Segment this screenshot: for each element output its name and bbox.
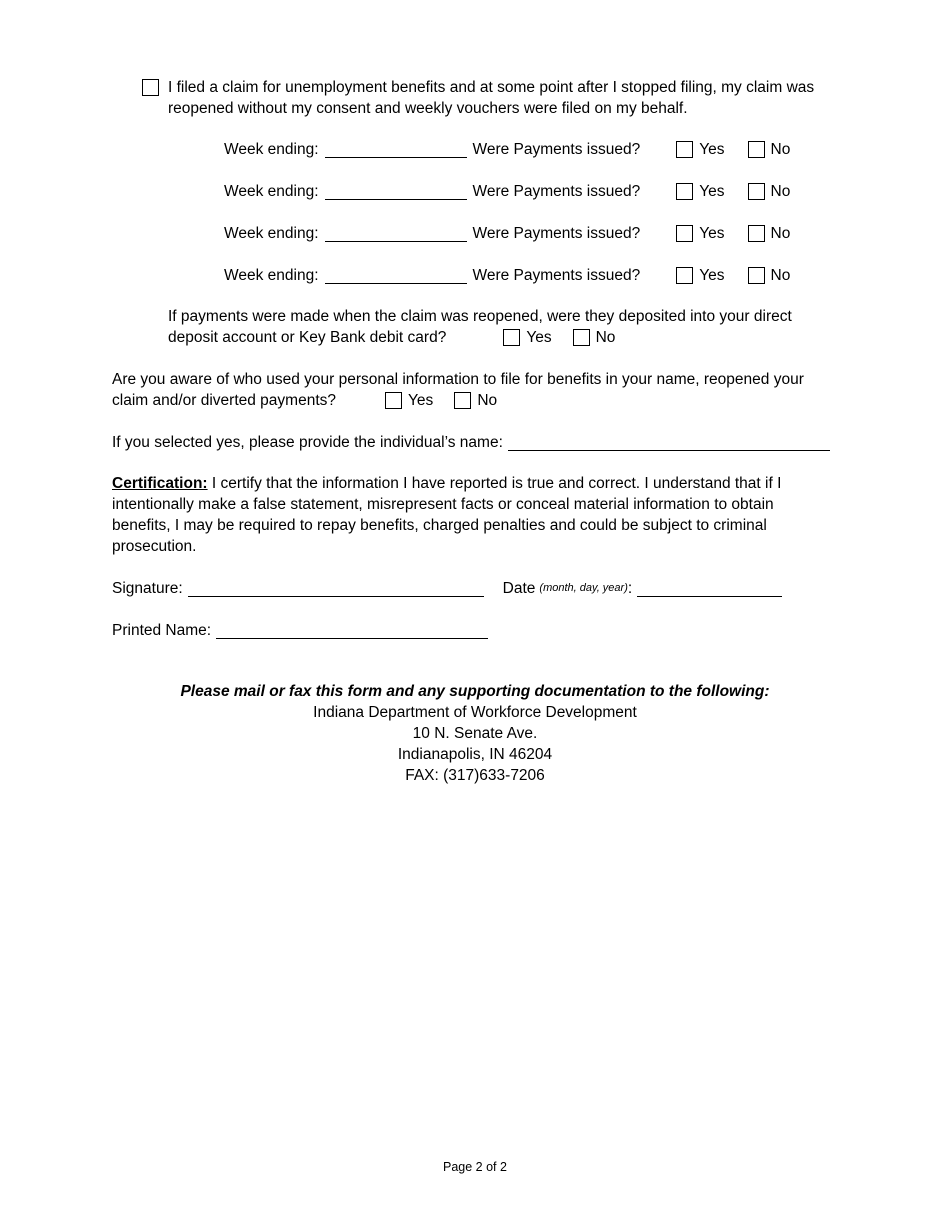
yes-label: Yes: [699, 140, 725, 158]
yes-label: Yes: [699, 266, 725, 284]
aware-question-row: [112, 389, 497, 411]
mail-city: Indianapolis, IN 46204: [397, 746, 553, 763]
yes-checkbox[interactable]: [676, 267, 693, 284]
no-checkbox[interactable]: [748, 183, 765, 200]
reopened-claim-text: I filed a claim for unemployment benefits and at some point after I stopped filing, my claim was reopened without my consent and weekly vouchers were filed on my behalf.: [168, 79, 815, 117]
week-ending-input[interactable]: [325, 183, 467, 200]
no-label: No: [770, 224, 791, 242]
deposit-question-row: [168, 326, 615, 348]
printed-name-row: [112, 619, 488, 641]
no-label: No: [770, 182, 791, 200]
signature-row: [112, 577, 782, 599]
date-input[interactable]: [637, 580, 782, 597]
aware-question-line2: claim and/or diverted payments?: [112, 391, 337, 409]
mail-instruction: Please mail or fax this form and any supporting documentation to the following:: [180, 683, 770, 700]
yes-checkbox[interactable]: [676, 183, 693, 200]
payments-question: Were Payments issued?: [472, 266, 641, 284]
week-row: [224, 138, 790, 160]
payments-question: Were Payments issued?: [472, 140, 641, 158]
certification-line3: benefits, I may be required to repay benefits, charged penalties and could be subject to criminal: [112, 517, 767, 534]
yes-label: Yes: [526, 328, 552, 346]
week-row: [224, 222, 790, 244]
week-ending-input[interactable]: [325, 225, 467, 242]
printed-name-input[interactable]: [216, 622, 488, 639]
payments-question: Were Payments issued?: [472, 182, 641, 200]
individual-name-row: [112, 431, 830, 453]
no-label: No: [770, 266, 791, 284]
aware-no-checkbox[interactable]: [454, 392, 471, 409]
no-label: No: [595, 328, 616, 346]
yes-label: Yes: [699, 182, 725, 200]
deposit-question-line1: If payments were made when the claim was reopened, were they deposited into your direct: [168, 308, 792, 325]
week-ending-input[interactable]: [325, 141, 467, 158]
individual-name-input[interactable]: [508, 434, 830, 451]
mail-org: Indiana Department of Workforce Development: [313, 704, 637, 721]
reopened-claim-checkbox[interactable]: [142, 79, 159, 96]
no-label: No: [770, 140, 791, 158]
yes-checkbox[interactable]: [676, 141, 693, 158]
certification-heading: Certification:: [112, 475, 208, 492]
date-colon: :: [627, 579, 633, 597]
deposit-no-checkbox[interactable]: [573, 329, 590, 346]
date-label: Date: [502, 579, 536, 597]
signature-input[interactable]: [188, 580, 484, 597]
week-row: [224, 264, 790, 286]
week-ending-label: Week ending:: [224, 182, 319, 200]
week-row: [224, 180, 790, 202]
printed-name-label: Printed Name:: [112, 621, 212, 639]
mail-street: 10 N. Senate Ave.: [412, 725, 538, 742]
page-number: Page 2 of 2: [443, 1160, 507, 1174]
aware-question-line1: Are you aware of who used your personal information to file for benefits in your name, reopened your: [112, 371, 804, 388]
yes-label: Yes: [699, 224, 725, 242]
no-checkbox[interactable]: [748, 141, 765, 158]
week-ending-label: Week ending:: [224, 266, 319, 284]
no-checkbox[interactable]: [748, 225, 765, 242]
yes-label: Yes: [408, 391, 434, 409]
certification-line2: intentionally make a false statement, misrepresent facts or conceal material information to obtain: [112, 496, 774, 513]
week-ending-label: Week ending:: [224, 224, 319, 242]
mail-fax: FAX: (317)633-7206: [405, 767, 545, 784]
week-ending-input[interactable]: [325, 267, 467, 284]
deposit-yes-checkbox[interactable]: [503, 329, 520, 346]
certification-line1: I certify that the information I have reported is true and correct. I understand that if I: [211, 475, 782, 492]
aware-yes-checkbox[interactable]: [385, 392, 402, 409]
certification-line4: prosecution.: [112, 538, 197, 555]
date-hint: (month, day, year): [539, 581, 628, 594]
no-checkbox[interactable]: [748, 267, 765, 284]
week-ending-label: Week ending:: [224, 140, 319, 158]
deposit-question-line2: deposit account or Key Bank debit card?: [168, 328, 447, 346]
signature-label: Signature:: [112, 579, 183, 597]
certification-block: [112, 473, 832, 557]
yes-checkbox[interactable]: [676, 225, 693, 242]
no-label: No: [477, 391, 498, 409]
individual-name-label: If you selected yes, please provide the individual’s name:: [112, 433, 503, 451]
mailing-block: [0, 681, 950, 786]
payments-question: Were Payments issued?: [472, 224, 641, 242]
